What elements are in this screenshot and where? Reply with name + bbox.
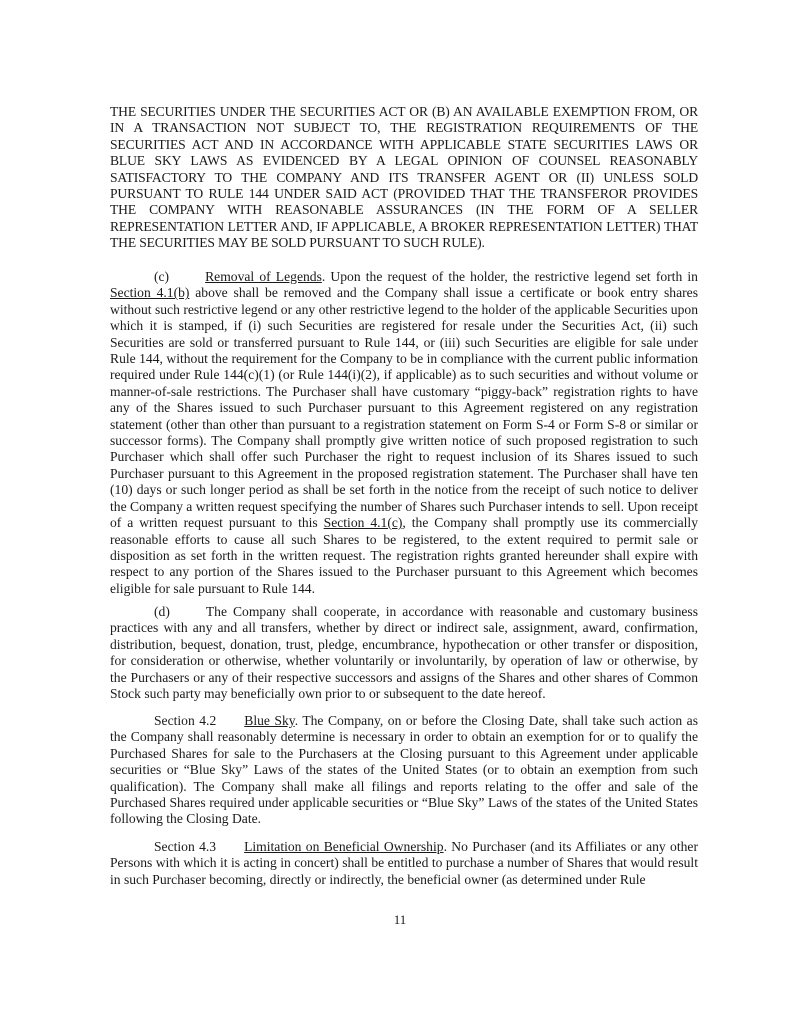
section-4-2-label: Section 4.2 — [154, 713, 217, 728]
removal-of-legends-heading: Removal of Legends — [205, 269, 322, 284]
section-4-2-paragraph — [110, 713, 698, 828]
section-4-3-paragraph — [110, 839, 698, 888]
blue-sky-text: . The Company, on or before the Closing Date, shall take such action as the Company shall reasonably determine is necessary in order to obtain an exemption for or to qualify the Purchased Shares for sale to the Purchasers at the Closing pursuant to this Agreement under applicable securities or “Blue Sky” Laws of the states of the United States (or to obtain an exemption from such qualification). The Company shall make all filings and reports relating to the offer and sale of the Purchased Shares required under applicable securities or “Blue Sky” Laws of the states of the United States following the Closing Date. — [110, 713, 698, 827]
legend-continuation-paragraph: THE SECURITIES UNDER THE SECURITIES ACT OR (B) AN AVAILABLE EXEMPTION FROM, OR IN A TRANSACTION NOT SUBJECT TO, THE REGISTRATION REQUIREMENTS OF THE SECURITIES ACT AND IN ACCORDANCE WITH APPLICABLE STATE SECURITIES LAWS OR BLUE SKY LAWS AS EVIDENCED BY A LEGAL OPINION OF COUNSEL REASONABLY SATISFACTORY TO THE COMPANY AND ITS TRANSFER AGENT OR (II) UNLESS SOLD PURSUANT TO RULE 144 UNDER SAID ACT (PROVIDED THAT THE TRANSFEROR PROVIDES THE COMPANY WITH REASONABLE ASSURANCES (IN THE FORM OF A SELLER REPRESENTATION LETTER AND, IF APPLICABLE, A BROKER REPRESENTATION LETTER) THAT THE SECURITIES MAY BE SOLD PURSUANT TO SUCH RULE). — [110, 104, 698, 251]
limitation-on-beneficial-ownership-text: . No Purchaser (and its Affiliates or any other Persons with which it is acting in concert) shall be entitled to purchase a number of Shares that would result in such Purchaser becoming, directly or indirectly, the beneficial owner (as determined under Rule — [110, 839, 698, 887]
removal-of-legends-paragraph — [110, 269, 698, 597]
page-number: 11 — [393, 912, 407, 927]
removal-of-legends-text-1: . Upon the request of the holder, the restrictive legend set forth in — [321, 269, 698, 284]
section-4-1-c-reference: Section 4.1(c) — [323, 515, 403, 531]
blue-sky-heading: Blue Sky — [244, 713, 295, 728]
removal-of-legends-text-2: above shall be removed and the Company shall issue a certificate or book entry shares without such restrictive legend or any other restrictive legend to the holder of the applicable Securities upon which it is stamped, if (i) such Securities are registered for resale under the Securities Act, (ii) such Securities are sold or transferred pursuant to Rule 144, or (iii) such Securities are eligible for sale under Rule 144, without the requirement for the Company to be in compliance with the current public information required under Rule 144(c)(1) (or Rule 144(i)(2), if applicable) as to such securities and without volume or manner-of-sale restrictions. The Purchaser shall have customary “piggy-back” registration rights to have any of the Shares issued to such Purchaser pursuant to this Agreement registered on any registration statement (other than other than pursuant to a registration statement on Form S-4 or Form S-8 or similar or successor forms). The Company shall promptly give written notice of such proposed registration to such Purchaser which shall offer such Purchaser the right to request inclusion of its Shares issued to such Purchaser pursuant to this Agreement in the proposed registration statement. The Purchaser shall have ten (10) days or such longer period as shall be set forth in the notice from the receipt of such notice to deliver the Company a written request specifying the number of Shares such Purchaser intends to sell. Upon receipt of a written request pursuant to this — [110, 285, 698, 531]
clause-label-d: (d) — [154, 604, 170, 619]
cooperation-text: The Company shall cooperate, in accordance with reasonable and customary business practices with any and all transfers, whether by direct or indirect sale, assignment, award, confirmation, distribution, bequest, donation, trust, pledge, encumbrance, hypothecation or other transfer or disposition, for consideration or otherwise, whether voluntarily or involuntarily, by operation of law or otherwise, by the Purchasers or any of their respective successors and assigns of the Shares and other shares of Common Stock such party may beneficially own prior to or subsequent to the date hereof. — [110, 604, 698, 702]
section-4-3-label: Section 4.3 — [154, 839, 217, 854]
section-4-1-b-reference: Section 4.1(b) — [110, 285, 190, 301]
limitation-on-beneficial-ownership-heading: Limitation on Beneficial Ownership — [244, 839, 444, 854]
cooperation-paragraph — [110, 604, 698, 702]
removal-of-legends-text-3: , the Company shall promptly use its commercially reasonable efforts to cause all such Shares to be registered, to the extent required to permit sale or disposition as set forth in the written request. The registration rights granted hereunder shall expire with respect to any portion of the Shares issued to the Purchaser pursuant to this Agreement which becomes eligible for sale pursuant to Rule 144. — [110, 515, 698, 596]
clause-label-c: (c) — [154, 269, 170, 284]
